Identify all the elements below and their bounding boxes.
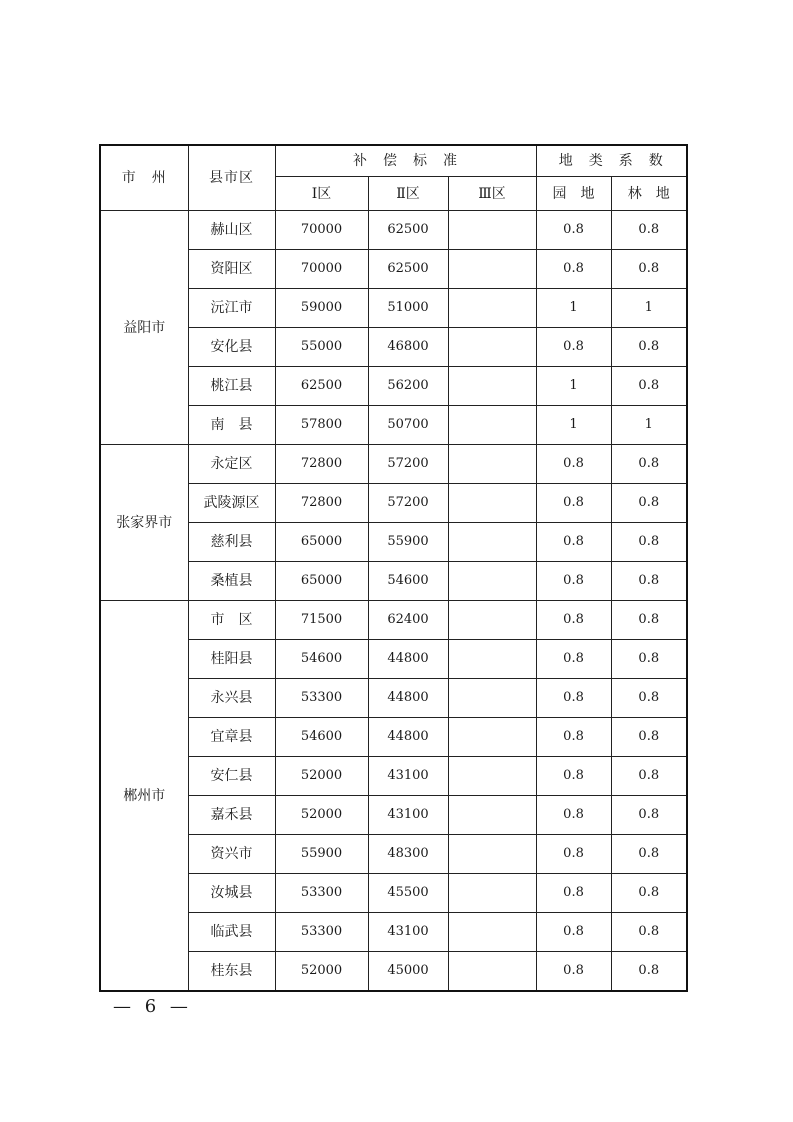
table-row — [100, 874, 687, 913]
zone2-cell: 44800 — [368, 679, 448, 718]
city-cell: 益阳市 — [100, 211, 188, 445]
zone2-cell: 57200 — [368, 484, 448, 523]
city-cell: 郴州市 — [100, 601, 188, 992]
zone3-cell — [448, 328, 536, 367]
county-cell: 慈利县 — [188, 523, 275, 562]
garden-coef-cell: 0.8 — [536, 874, 611, 913]
county-cell: 临武县 — [188, 913, 275, 952]
zone1-cell: 54600 — [275, 640, 368, 679]
county-cell: 桑植县 — [188, 562, 275, 601]
zone3-cell — [448, 835, 536, 874]
garden-coef-cell: 0.8 — [536, 718, 611, 757]
zone3-cell — [448, 640, 536, 679]
table-row — [100, 484, 687, 523]
forest-coef-cell: 0.8 — [611, 367, 687, 406]
table-row — [100, 679, 687, 718]
zone1-cell: 53300 — [275, 913, 368, 952]
forest-coef-cell: 0.8 — [611, 211, 687, 250]
table-row — [100, 406, 687, 445]
header-county: 县市区 — [188, 145, 275, 211]
garden-coef-cell: 1 — [536, 289, 611, 328]
city-cell: 张家界市 — [100, 445, 188, 601]
forest-coef-cell: 0.8 — [611, 484, 687, 523]
header-zone3: Ⅲ区 — [448, 177, 536, 211]
garden-coef-cell: 0.8 — [536, 913, 611, 952]
county-cell: 嘉禾县 — [188, 796, 275, 835]
garden-coef-cell: 0.8 — [536, 523, 611, 562]
zone1-cell: 70000 — [275, 250, 368, 289]
zone1-cell: 62500 — [275, 367, 368, 406]
zone3-cell — [448, 601, 536, 640]
zone3-cell — [448, 523, 536, 562]
county-cell: 沅江市 — [188, 289, 275, 328]
garden-coef-cell: 0.8 — [536, 679, 611, 718]
table-row — [100, 523, 687, 562]
zone1-cell: 52000 — [275, 757, 368, 796]
zone2-cell: 44800 — [368, 718, 448, 757]
county-cell: 资兴市 — [188, 835, 275, 874]
zone1-cell: 54600 — [275, 718, 368, 757]
table-row — [100, 367, 687, 406]
zone2-cell: 43100 — [368, 913, 448, 952]
zone2-cell: 54600 — [368, 562, 448, 601]
zone2-cell: 44800 — [368, 640, 448, 679]
table-row — [100, 601, 687, 640]
table-row — [100, 913, 687, 952]
zone3-cell — [448, 445, 536, 484]
zone3-cell — [448, 952, 536, 992]
county-cell: 桂阳县 — [188, 640, 275, 679]
table-row — [100, 718, 687, 757]
zone1-cell: 53300 — [275, 874, 368, 913]
zone3-cell — [448, 289, 536, 328]
garden-coef-cell: 0.8 — [536, 640, 611, 679]
table-row — [100, 289, 687, 328]
header-zone2: Ⅱ区 — [368, 177, 448, 211]
county-cell: 安仁县 — [188, 757, 275, 796]
county-cell: 赫山区 — [188, 211, 275, 250]
zone2-cell: 62500 — [368, 250, 448, 289]
zone2-cell: 56200 — [368, 367, 448, 406]
garden-coef-cell: 0.8 — [536, 328, 611, 367]
forest-coef-cell: 0.8 — [611, 601, 687, 640]
header-forest: 林 地 — [611, 177, 687, 211]
zone1-cell: 72800 — [275, 445, 368, 484]
table-row — [100, 445, 687, 484]
forest-coef-cell: 0.8 — [611, 328, 687, 367]
zone2-cell: 46800 — [368, 328, 448, 367]
table-row — [100, 250, 687, 289]
forest-coef-cell: 0.8 — [611, 250, 687, 289]
zone1-cell: 72800 — [275, 484, 368, 523]
county-cell: 宜章县 — [188, 718, 275, 757]
compensation-table — [99, 144, 688, 992]
garden-coef-cell: 0.8 — [536, 952, 611, 992]
zone1-cell: 53300 — [275, 679, 368, 718]
header-standard-group: 补 偿 标 准 — [275, 145, 536, 177]
forest-coef-cell: 0.8 — [611, 874, 687, 913]
forest-coef-cell: 0.8 — [611, 835, 687, 874]
zone1-cell: 71500 — [275, 601, 368, 640]
zone3-cell — [448, 913, 536, 952]
zone2-cell: 62500 — [368, 211, 448, 250]
zone3-cell — [448, 250, 536, 289]
zone2-cell: 51000 — [368, 289, 448, 328]
forest-coef-cell: 0.8 — [611, 718, 687, 757]
forest-coef-cell: 0.8 — [611, 523, 687, 562]
zone2-cell: 48300 — [368, 835, 448, 874]
county-cell: 汝城县 — [188, 874, 275, 913]
county-cell: 永定区 — [188, 445, 275, 484]
garden-coef-cell: 0.8 — [536, 484, 611, 523]
zone3-cell — [448, 874, 536, 913]
header-zone1: Ⅰ区 — [275, 177, 368, 211]
forest-coef-cell: 0.8 — [611, 445, 687, 484]
table-row — [100, 328, 687, 367]
zone3-cell — [448, 367, 536, 406]
forest-coef-cell: 0.8 — [611, 562, 687, 601]
zone1-cell: 65000 — [275, 523, 368, 562]
garden-coef-cell: 0.8 — [536, 796, 611, 835]
zone2-cell: 62400 — [368, 601, 448, 640]
forest-coef-cell: 0.8 — [611, 640, 687, 679]
table-row — [100, 757, 687, 796]
forest-coef-cell: 0.8 — [611, 679, 687, 718]
zone1-cell: 55000 — [275, 328, 368, 367]
zone1-cell: 52000 — [275, 796, 368, 835]
zone1-cell: 59000 — [275, 289, 368, 328]
zone3-cell — [448, 484, 536, 523]
garden-coef-cell: 0.8 — [536, 601, 611, 640]
garden-coef-cell: 0.8 — [536, 211, 611, 250]
garden-coef-cell: 1 — [536, 406, 611, 445]
zone3-cell — [448, 562, 536, 601]
zone2-cell: 45000 — [368, 952, 448, 992]
forest-coef-cell: 0.8 — [611, 796, 687, 835]
table-row — [100, 562, 687, 601]
table-row — [100, 835, 687, 874]
garden-coef-cell: 0.8 — [536, 757, 611, 796]
zone2-cell: 55900 — [368, 523, 448, 562]
zone1-cell: 65000 — [275, 562, 368, 601]
forest-coef-cell: 0.8 — [611, 757, 687, 796]
county-cell: 南 县 — [188, 406, 275, 445]
garden-coef-cell: 0.8 — [536, 562, 611, 601]
zone3-cell — [448, 757, 536, 796]
page-number: — 6 — — [113, 996, 192, 1017]
county-cell: 桃江县 — [188, 367, 275, 406]
zone1-cell: 70000 — [275, 211, 368, 250]
zone1-cell: 55900 — [275, 835, 368, 874]
garden-coef-cell: 0.8 — [536, 445, 611, 484]
zone3-cell — [448, 406, 536, 445]
forest-coef-cell: 1 — [611, 406, 687, 445]
zone2-cell: 50700 — [368, 406, 448, 445]
zone1-cell: 52000 — [275, 952, 368, 992]
zone3-cell — [448, 679, 536, 718]
zone2-cell: 43100 — [368, 796, 448, 835]
zone2-cell: 43100 — [368, 757, 448, 796]
zone1-cell: 57800 — [275, 406, 368, 445]
forest-coef-cell: 0.8 — [611, 952, 687, 992]
header-garden: 园 地 — [536, 177, 611, 211]
zone3-cell — [448, 211, 536, 250]
county-cell: 永兴县 — [188, 679, 275, 718]
forest-coef-cell: 0.8 — [611, 913, 687, 952]
table-row — [100, 211, 687, 250]
garden-coef-cell: 0.8 — [536, 835, 611, 874]
table-row — [100, 796, 687, 835]
table-row — [100, 952, 687, 992]
header-row-1 — [100, 145, 687, 177]
zone3-cell — [448, 718, 536, 757]
county-cell: 安化县 — [188, 328, 275, 367]
county-cell: 市 区 — [188, 601, 275, 640]
garden-coef-cell: 1 — [536, 367, 611, 406]
zone3-cell — [448, 796, 536, 835]
header-city: 市 州 — [100, 145, 188, 211]
zone2-cell: 45500 — [368, 874, 448, 913]
forest-coef-cell: 1 — [611, 289, 687, 328]
county-cell: 桂东县 — [188, 952, 275, 992]
garden-coef-cell: 0.8 — [536, 250, 611, 289]
county-cell: 武陵源区 — [188, 484, 275, 523]
header-coef-group: 地 类 系 数 — [536, 145, 687, 177]
table-row — [100, 640, 687, 679]
zone2-cell: 57200 — [368, 445, 448, 484]
county-cell: 资阳区 — [188, 250, 275, 289]
